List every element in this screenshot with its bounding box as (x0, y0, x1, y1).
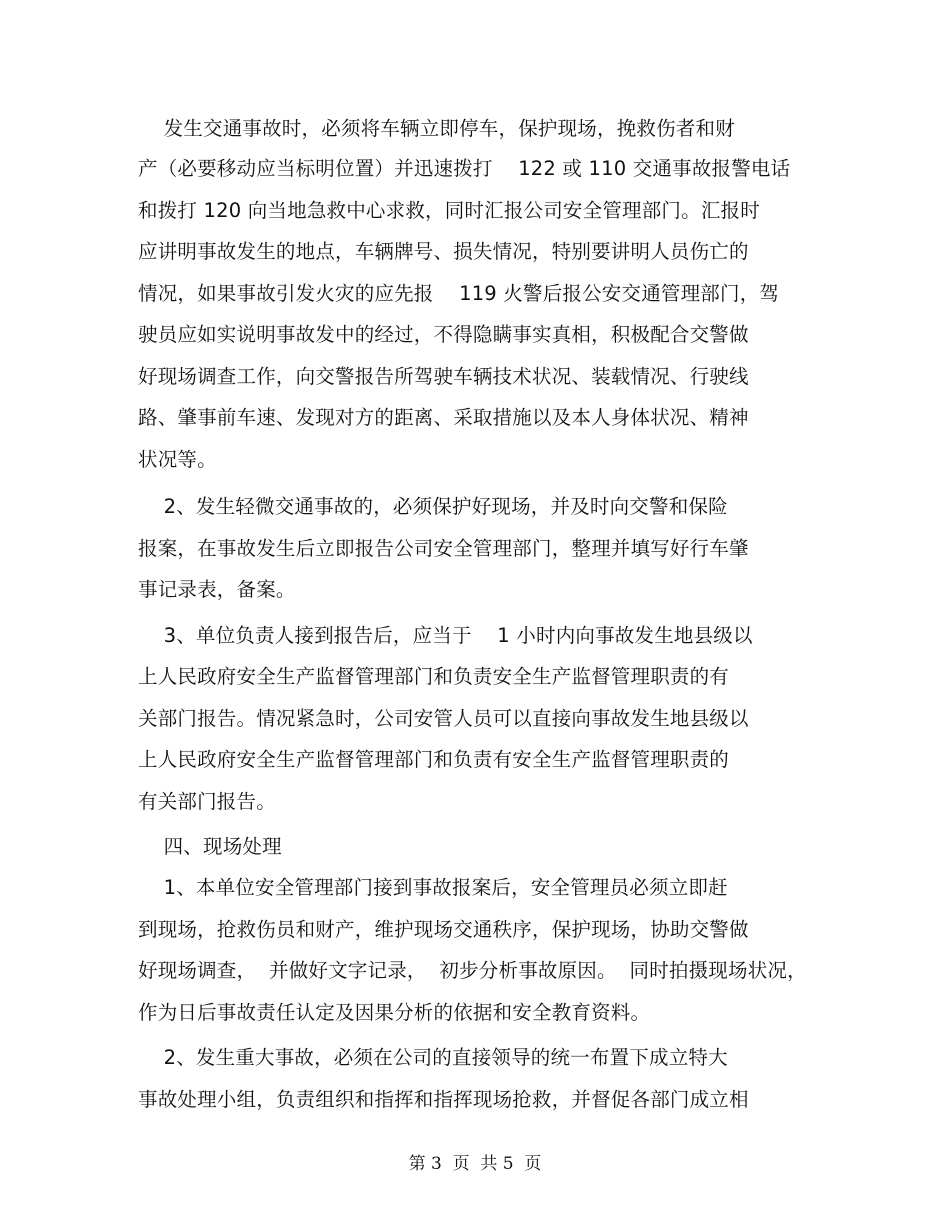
text-line: 有关部门报告。 (138, 790, 276, 813)
text-line: 上人民政府安全生产监督管理部门和负责安全生产监督管理职责的有 (138, 665, 730, 688)
text-line: 事故处理小组，负责组织和指挥和指挥现场抢救，并督促各部门成立相 (138, 1088, 749, 1111)
text-line: 2、发生重大事故，必须在公司的直接领导的统一布置下成立特大 (138, 1046, 728, 1069)
text-line: 关部门报告。情况紧急时，公司安管人员可以直接向事故发生地县级以 (138, 707, 749, 730)
text-line: 状况等。 (138, 448, 217, 471)
text-line: 上人民政府安全生产监督管理部门和负责有安全生产监督管理职责的 (138, 748, 730, 771)
text-line: 作为日后事故责任认定及因果分析的依据和安全教育资料。 (138, 1001, 651, 1024)
text-line: 和拨打 120 向当地急救中心求救，同时汇报公司安全管理部门。汇报时 (138, 199, 760, 222)
text-line: 到现场，抢救伤员和财产，维护现场交通秩序，保护现场，协助交警做 (138, 918, 749, 941)
text-line: 发生交通事故时，必须将车辆立即停车，保护现场，挽救伤者和财 (138, 117, 735, 140)
text-line: 2、发生轻微交通事故的，必须保护好现场，并及时向交警和保险 (138, 495, 728, 518)
text-line: 路、肇事前车速、发现对方的距离、采取措施以及本人身体状况、精神 (138, 406, 749, 429)
text-line: 驶员应如实说明事故发中的经过，不得隐瞒事实真相，积极配合交警做 (138, 323, 749, 346)
text-line: 1、本单位安全管理部门接到事故报案后，安全管理员必须立即赶 (138, 876, 728, 899)
text-line: 应讲明事故发生的地点，车辆牌号、损失情况，特别要讲明人员伤亡的 (138, 240, 749, 263)
text-line: 好现场调查工作，向交警报告所驾驶车辆技术状况、装载情况、行驶线 (138, 365, 749, 388)
text-line: 产（必要移动应当标明位置）并迅速拨打 122 或 110 交通事故报警电话 (138, 157, 791, 180)
text-line: 事记录表，备案。 (138, 578, 296, 601)
text-line: 好现场调查， 并做好文字记录， 初步分析事故原因。 同时拍摄现场状况， (138, 959, 807, 982)
page-number-footer: 第 3 页 共 5 页 (408, 1154, 542, 1174)
section-heading: 四、现场处理 (138, 835, 282, 858)
text-line: 3、单位负责人接到报告后，应当于 1 小时内向事故发生地县级以 (138, 624, 753, 647)
text-line: 情况，如果事故引发火灾的应先报 119 火警后报公安交通管理部门，驾 (138, 282, 780, 305)
text-line: 报案，在事故发生后立即报告公司安全管理部门，整理并填写好行车肇 (138, 537, 749, 560)
